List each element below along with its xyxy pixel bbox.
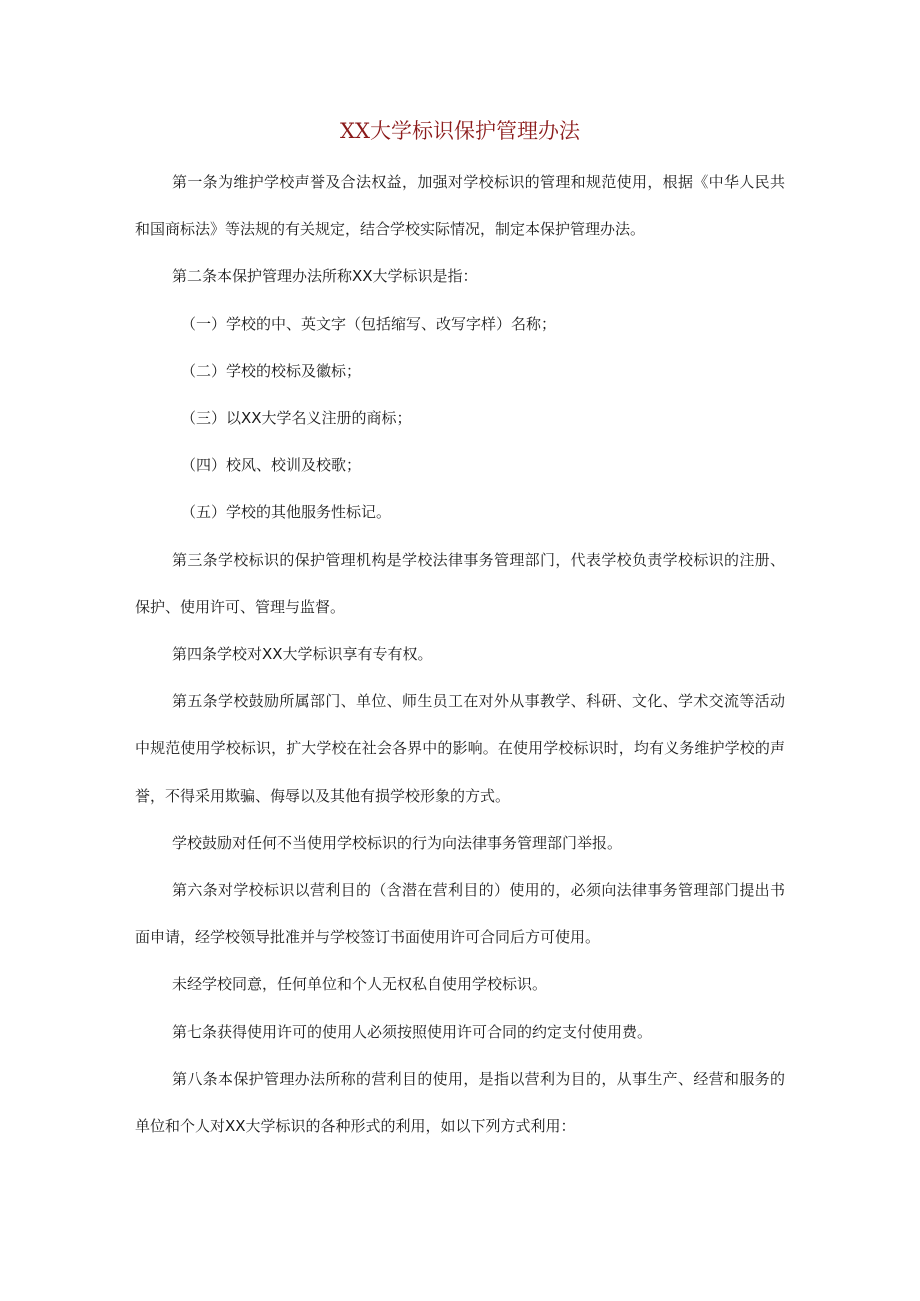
article-5: 第五条学校鼓励所属部门、单位、师生员工在对外从事教学、科研、文化、学术交流等活动中规范使用学校标识，扩大学校在社会各界中的影响。在使用学校标识时，均有义务维护学校的声誉，不得采用欺骗、侮辱以及其他有损学校形象的方式。	[135, 692, 785, 805]
document-body	[135, 159, 785, 1150]
article-6-restriction: 未经学校同意，任何单位和个人无权私自使用学校标识。	[172, 975, 548, 994]
list-item-4: （四）校风、校训及校歌；	[181, 456, 362, 475]
article-2: 第二条本保护管理办法所称XX大学标识是指：	[172, 267, 478, 286]
document-title: XX大学标识保护管理办法	[340, 119, 580, 143]
article-6: 第六条对学校标识以营利目的（含潜在营利目的）使用的，必须向法律事务管理部门提出书面申请，经学校领导批准并与学校签订书面使用许可合同后方可使用。	[135, 881, 785, 947]
list-item-1: （一）学校的中、英文字（包括缩写、改写字样）名称；	[181, 314, 557, 333]
article-8: 第八条本保护管理办法所称的营利目的使用，是指以营利为目的，从事生产、经营和服务的单位和个人对XX大学标识的各种形式的利用，如以下列方式利用：	[135, 1069, 785, 1136]
article-7: 第七条获得使用许可的使用人必须按照使用许可合同的约定支付使用费。	[172, 1022, 653, 1041]
list-item-5: （五）学校的其他服务性标记。	[181, 503, 392, 522]
list-item-2: （二）学校的校标及徽标；	[181, 361, 362, 380]
article-3: 第三条学校标识的保护管理机构是学校法律事务管理部门，代表学校负责学校标识的注册、保护、使用许可、管理与监督。	[135, 550, 785, 616]
article-4: 第四条学校对XX大学标识享有专有权。	[172, 645, 433, 664]
article-1: 第一条为维护学校声誉及合法权益，加强对学校标识的管理和规范使用，根据《中华人民共和国商标法》等法规的有关规定，结合学校实际情况，制定本保护管理办法。	[135, 173, 785, 239]
list-item-3: （三）以XX大学名义注册的商标；	[181, 409, 412, 428]
article-5-report: 学校鼓励对任何不当使用学校标识的行为向法律事务管理部门举报。	[172, 833, 623, 852]
